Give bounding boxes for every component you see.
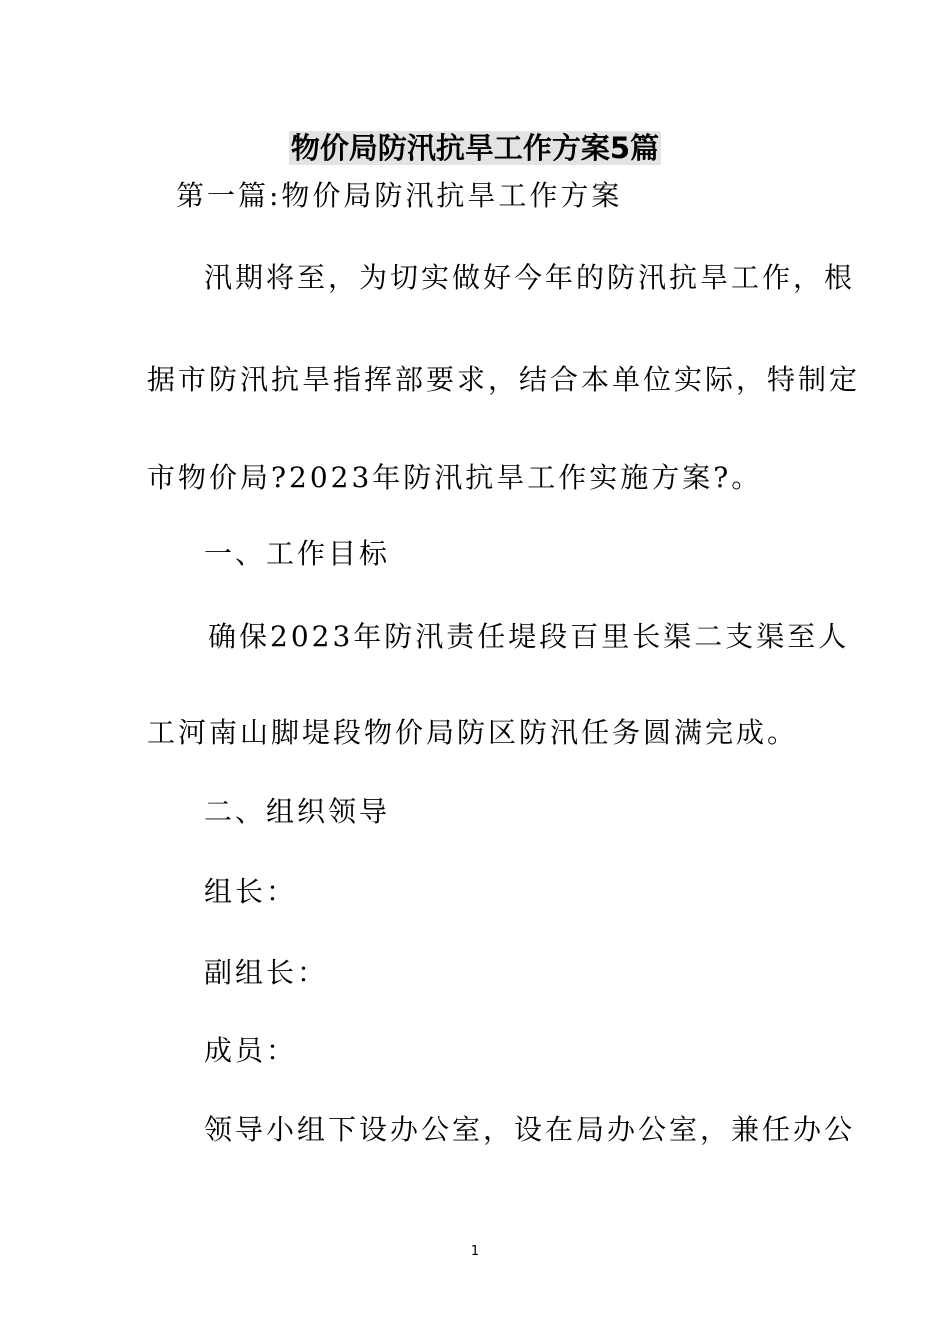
paragraph-line: 领导小组下设办公室，设在局办公室，兼任办公: [204, 1113, 856, 1146]
heading-organization: 二、组织领导: [204, 795, 391, 828]
heading-work-goal: 一、工作目标: [204, 537, 391, 570]
paragraph-line: 汛期将至，为切实做好今年的防汛抗旱工作，根: [204, 261, 856, 294]
paragraph-line: 工河南山脚堤段物价局防区防汛任务圆满完成。: [147, 716, 799, 749]
paragraph-line: 据市防汛抗旱指挥部要求，结合本单位实际，特制定: [147, 363, 861, 396]
paragraph-line: 市物价局?2023年防汛抗旱工作实施方案?。: [147, 461, 763, 494]
field-members: 成员：: [204, 1034, 298, 1067]
document-title-text: 物价局防汛抗旱工作方案5篇: [290, 131, 660, 165]
field-group-leader: 组长：: [204, 875, 298, 908]
document-title: [0, 128, 950, 168]
page-number: 1: [470, 1244, 480, 1259]
section-heading-first-article: 第一篇:物价局防汛抗旱工作方案: [176, 179, 623, 212]
paragraph-line: 确保2023年防汛责任堤段百里长渠二支渠至人: [208, 620, 850, 653]
field-deputy-leader: 副组长：: [204, 956, 329, 989]
